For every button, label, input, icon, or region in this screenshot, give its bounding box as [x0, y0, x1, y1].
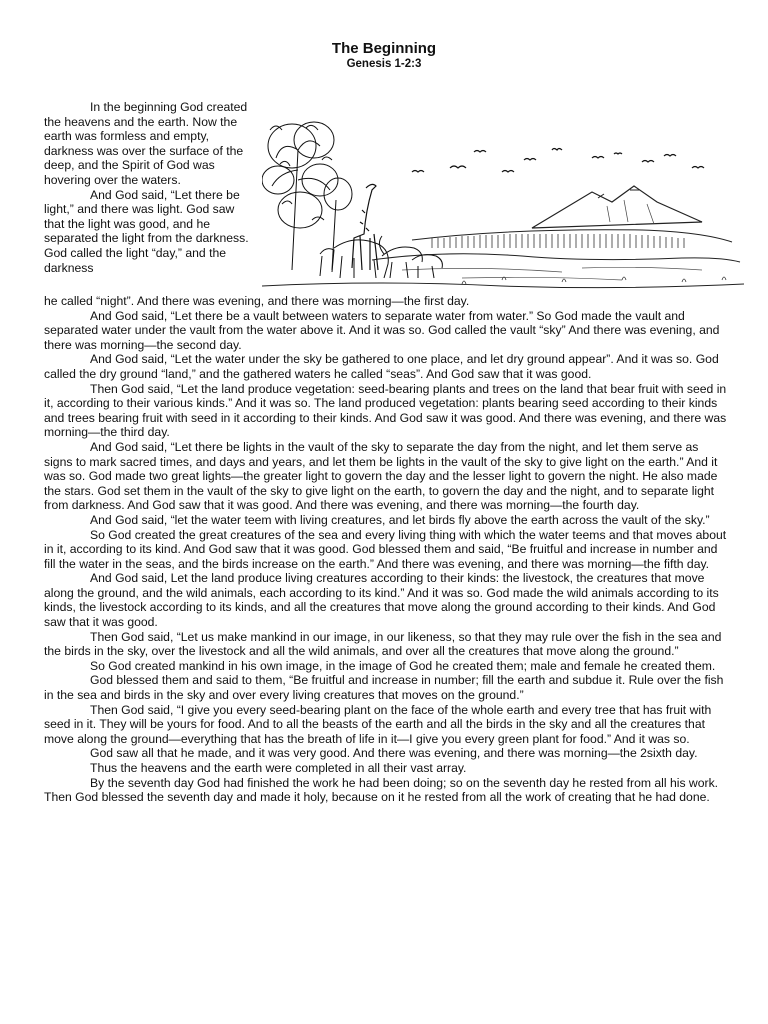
- paragraph-14: Thus the heavens and the earth were completed in all their vast array.: [90, 761, 467, 775]
- mountain-shading: [607, 200, 654, 224]
- paragraph-13: God saw all that he made, and it was very good. And there was evening, and there was morning—the 2sixth day.: [90, 746, 698, 761]
- paragraph-15: By the seventh day God had finished the work he had been doing; so on the seventh day he rested from all his work. Then God blessed the seventh day and made it holy, because on it he rested from all the work of creating that he had done.: [44, 775, 719, 805]
- paragraph-3: And God said, “Let the water under the sky be gathered to one place, and let dry ground appear”. And it was so. God called the dry ground “land,” and the gathered waters he called “seas”. And God saw that it was good.: [44, 352, 719, 381]
- body-text: [44, 294, 728, 805]
- paragraph-9: Then God said, “Let us make mankind in our image, in our likeness, so that they may rule over the fish in the sea and the birds in the sky, over the livestock and all the wild animals, and over all the creatures that move along the ground.”: [44, 629, 722, 659]
- ground-line: [262, 283, 744, 288]
- paragraph-4: Then God said, “Let the land produce vegetation: seed-bearing plants and trees on the land that bear fruit with seed in it, according to their various kinds.” And it was so. The land produced vegetation: plants bearing seed according to their kinds and trees bearing fruit with seed in it according to their kinds. And God saw it was good. And there was evening, and there was morning—the third day.: [44, 381, 727, 440]
- page-title: The Beginning: [331, 40, 437, 57]
- paragraph-6: And God said, “let the water teem with living creatures, and let birds fly above the earth across the vault of the sky.”: [90, 512, 710, 527]
- tree-cluster: [262, 122, 352, 270]
- paragraph-5: And God said, “Let there be lights in the vault of the sky to separate the day from the night, and let them serve as signs to mark sacred times, and days and years, and let them be lights in the vault of the sky to give light on the earth.” And it was so. God made two great lights—the greater light to govern the day and the lesser light to govern the night. He also made the stars. God set them in the vault of the sky to give light on the earth, to govern the day and the night, and to separate light from darkness. And God saw that it was good. And there was evening, and there was morning—the fourth day.: [44, 439, 718, 513]
- creation-illustration: [262, 110, 744, 290]
- water-ripples: [402, 267, 702, 280]
- grass-field: [432, 234, 684, 248]
- paragraph-12: Then God said, “I give you every seed-bearing plant on the face of the whole earth and every tree that has fruit with seed in it. They will be yours for food. And to all the beasts of the earth and all the birds in the sky and all the creatures that move along the ground—everything that has the breath of life in it—I give you every green plant for food.” And it was so.: [44, 702, 712, 746]
- paragraph-2: And God said, “Let there be a vault between waters to separate water from water.” So God made the vault and separated water under the vault from the water above it. And it was so. God called the vault “sky” And there was evening, and there was morning—the second day.: [44, 308, 720, 352]
- paragraph-10: So God created mankind in his own image, in the image of God he created them; male and female he created them.: [90, 658, 716, 673]
- paragraph-8: And God said, Let the land produce living creatures according to their kinds: the livestock, the creatures that move along the ground, and the wild animals, each according to its kind.” And it was so. God made the wild animals according to its kinds, the livestock according to its kinds, and all the creatures that move along the ground according to their kinds. And God saw that it was good.: [44, 571, 719, 630]
- intro-paragraph-1: In the beginning God created the heavens and the earth. Now the earth was formless and empty, darkness was over the surface of the deep, and the Spirit of God was hovering over the waters.: [44, 100, 248, 187]
- intro-paragraph-2: And God said, “Let there be light,” and there was light. God saw that the light was good, and he separated the light from the darkness. God called the light “day,” and the darkness: [44, 187, 249, 275]
- animal-group: [320, 236, 442, 278]
- paragraph-7: So God created the great creatures of the sea and every living thing with which the water teems and that moves about in it, according to its kind. And God saw that it was good. God blessed them and said, “Be fruitful and increase in number and fill the water in the seas, and the birds increase on the earth.” And there was evening, and there was morning—the fifth day.: [44, 527, 727, 571]
- page-subtitle: Genesis 1-2:3: [346, 58, 422, 70]
- paragraph-11: God blessed them and said to them, “Be fruitful and increase in number; fill the earth and subdue it. Rule over the fish in the sea and birds in the sky and over every living creatures that moves on the ground.”: [44, 673, 724, 703]
- mountain-range: [532, 186, 702, 228]
- ground-plants: [462, 277, 726, 284]
- flying-birds: [412, 149, 704, 173]
- intro-column: [44, 100, 256, 275]
- paragraph-1: he called “night”. And there was evening, and there was morning—the first day.: [44, 294, 470, 308]
- giraffe: [352, 184, 378, 270]
